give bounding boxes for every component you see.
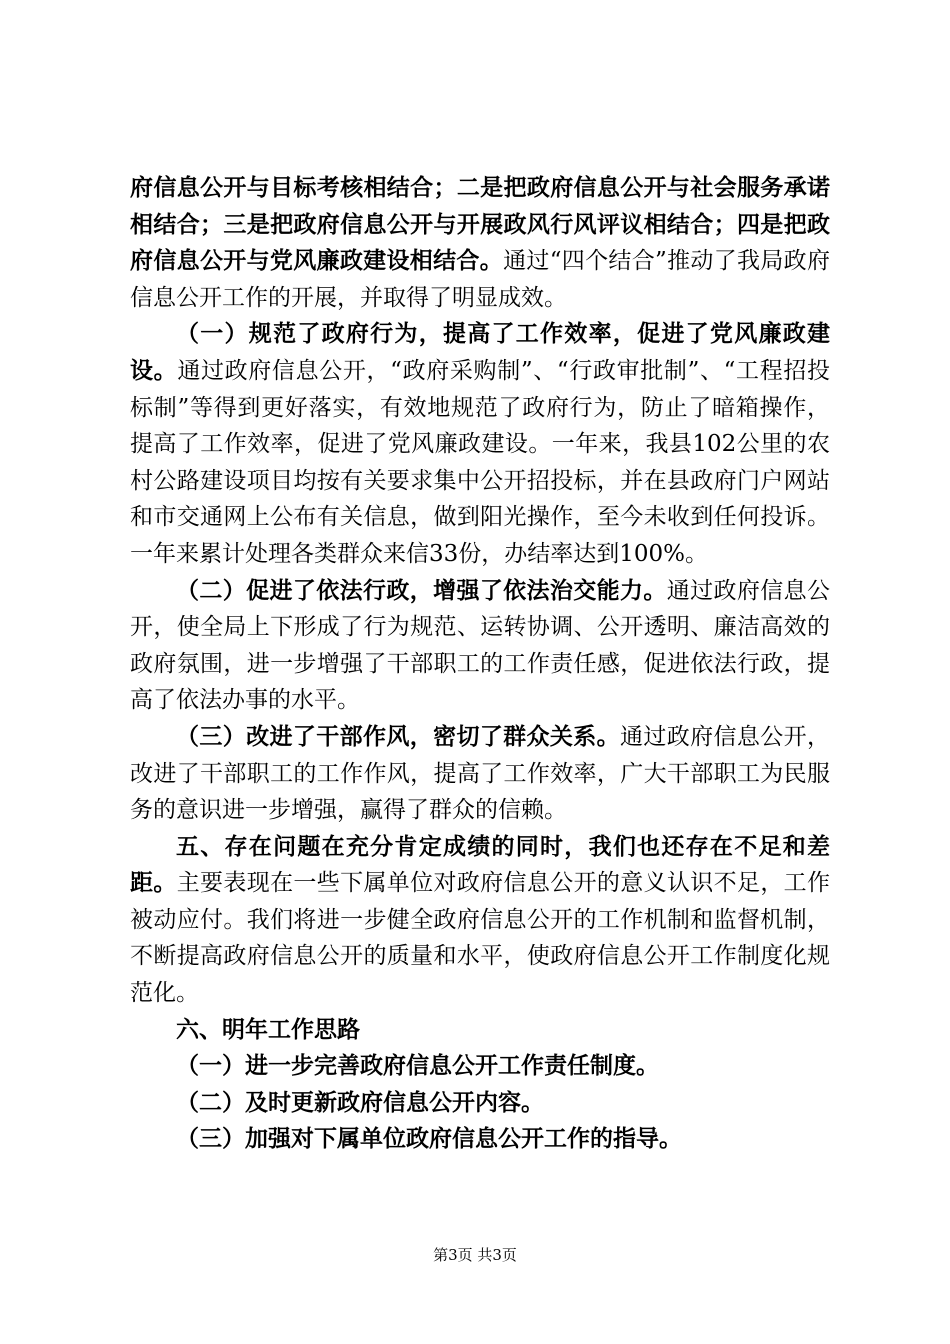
paragraph-text: 通过“四个结合”推动了我局政府信息公开工作的开展，并取得了明显成效。 [130,248,830,311]
plan-item-text: （一）进一步完善政府信息公开工作责任制度。 [176,1053,659,1080]
section-heading: 六、明年工作思路 [176,1016,360,1043]
paragraph-section-3 [130,719,830,829]
plan-item-3 [130,1121,830,1158]
paragraph-heading: （二）促进了依法行政，增强了依法治交能力。 [176,577,667,604]
paragraph-section-2 [130,573,830,719]
paragraph-bold-text: 府信息公开与目标考核相结合；二是把政府信息公开与社会服务承诺相结合；三是把政府信息公开与开展政风行风评议相结合；四是把政府信息公开与党风廉政建设相结合。 [130,175,830,275]
paragraph-text: 通过政府信息公开，“政府采购制”、“行政审批制”、“工程招投标制”等得到更好落实，有效地规范了政府行为，防止了暗箱操作，提高了工作效率，促进了党风廉政建设。一年来，我县102公里的农村公路建设项目均按有关要求集中公开招投标，并在县政府门户网站和市交通网上公布有关信息，做到阳光操作，至今未收到任何投诉。一年来累计处理各类群众来信33份，办结率达到100%。 [130,357,831,567]
paragraph-text: 主要表现在一些下属单位对政府信息公开的意义认识不足，工作被动应付。我们将进一步健全政府信息公开的工作机制和监督机制，不断提高政府信息公开的质量和水平，使政府信息公开工作制度化规范化。 [130,870,831,1007]
page-number-label: 第3页 共3页 [433,1246,517,1264]
paragraph-problems [130,829,830,1012]
plan-item-1 [130,1048,830,1085]
plan-item-2 [130,1085,830,1122]
plan-item-text: （三）加强对下属单位政府信息公开工作的指导。 [176,1126,682,1153]
plan-item-text: （二）及时更新政府信息公开内容。 [176,1089,544,1116]
paragraph-continuation [130,170,830,316]
paragraph-heading: 五、存在问题在充分肯定成绩的同时，我们也还存在不足和差距。 [130,833,830,897]
paragraph-text: 通过政府信息公开，改进了干部职工的工作作风，提高了工作效率，广大干部职工为民服务的意识进一步增强，赢得了群众的信赖。 [130,723,831,824]
document-body [130,170,830,1158]
paragraph-heading: （三）改进了干部作风，密切了群众关系。 [176,723,621,750]
page-footer [0,1244,950,1265]
heading-next-year [130,1012,830,1049]
paragraph-heading: （一）规范了政府行为，提高了工作效率，促进了党风廉政建设。 [130,321,830,384]
paragraph-section-1 [130,316,830,572]
paragraph-text: 通过政府信息公开，使全局上下形成了行为规范、运转协调、公开透明、廉洁高效的政府氛围，进一步增强了干部职工的工作责任感，促进依法行政，提高了依法办事的水平。 [130,577,831,714]
